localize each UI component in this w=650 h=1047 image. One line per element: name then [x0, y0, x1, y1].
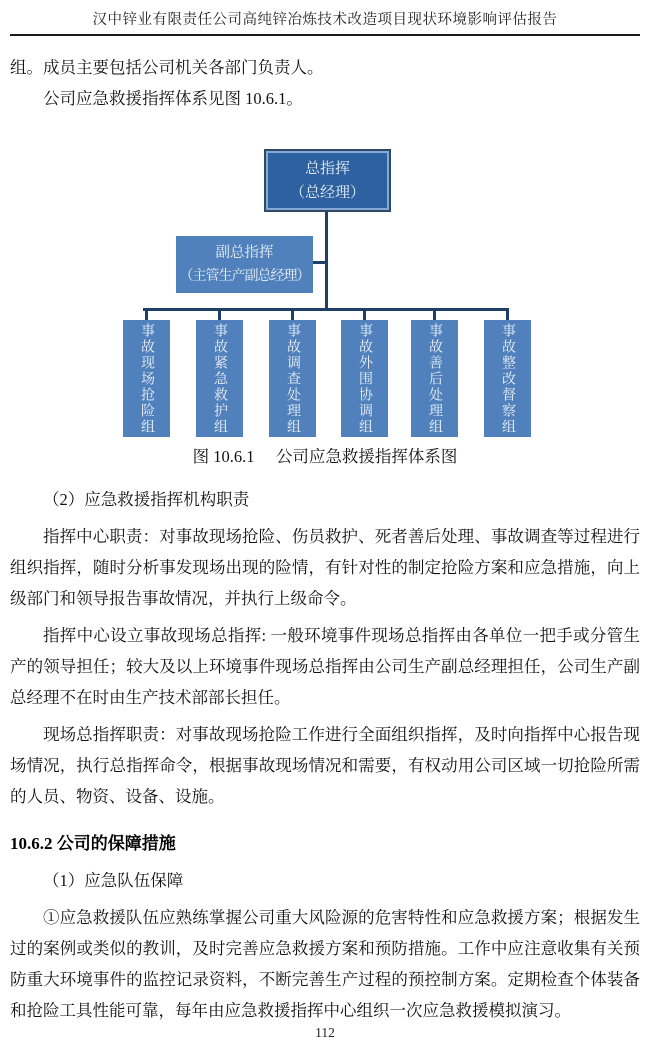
branch-connector-line	[143, 308, 509, 311]
figure-caption-label: 图 10.6.1	[192, 447, 255, 466]
group-box-perimeter-coordination: 事故外围协调组	[341, 320, 388, 437]
group-box-rectification-supervision: 事故整改督察组	[484, 320, 531, 437]
org-chart	[10, 147, 640, 439]
deputy-title: 副总指挥	[215, 244, 274, 261]
page-content	[10, 52, 640, 1026]
page-number: 112	[315, 1025, 335, 1040]
commander-title: 总指挥	[304, 160, 350, 177]
group-box-site-rescue: 事故现场抢险组	[123, 320, 170, 437]
paragraph-figure-ref: 公司应急救援指挥体系见图 10.6.1。	[43, 89, 303, 108]
paragraph-command-center-duty: 指挥中心职责：对事故现场抢险、伤员救护、死者善后处理、事故调查等过程进行组织指挥，随时分析事发现场出现的险情，有针对性的制定抢险方案和应急措施，向上级部门和领导报告事故情况，并执行上级命令。	[10, 527, 640, 608]
paragraph-continuation: 组。成员主要包括公司机关各部门负责人。	[10, 58, 324, 77]
commander-box	[264, 149, 391, 212]
section-heading-1062: 10.6.2 公司的保障措施	[10, 834, 176, 853]
group-box-aftermath: 事故善后处理组	[411, 320, 458, 437]
deputy-role: （主管生产副总经理）	[179, 268, 310, 284]
paragraph-subsection-1: （1）应急队伍保障	[43, 871, 184, 890]
group-box-emergency-aid: 事故紧急救护组	[196, 320, 243, 437]
page-header: 汉中锌业有限责任公司高纯锌冶炼技术改造项目现状环境影响评估报告	[10, 8, 640, 36]
deputy-connector-line	[313, 261, 326, 264]
paragraph-site-commander-setup: 指挥中心设立事故现场总指挥: 一般环境事件现场总指挥由各单位一把手或分管生产的领导担任；较大及以上环境事件现场总指挥由公司生产副总经理担任，公司生产副总经理不在时由生产技术部部长担任。	[10, 626, 640, 707]
figure-caption	[10, 441, 640, 472]
commander-role: （总经理）	[289, 184, 365, 201]
group-box-investigation: 事故调查处理组	[269, 320, 316, 437]
paragraph-team-guarantee: ①应急救援队伍应熟练掌握公司重大风险源的危害特性和应急救援方案；根据发生过的案例或类似的教训，及时完善应急救援方案和预防措施。工作中应注意收集有关预防重大环境事件的监控记录资料，不断完善生产过程的预控制方案。定期检查个体装备和抢险工具性能可靠，每年由应急救援指挥中心组织一次应急救援模拟演习。	[10, 908, 640, 1020]
figure-caption-title: 公司应急救援指挥体系图	[275, 447, 458, 466]
paragraph-site-commander-duty: 现场总指挥职责：对事故现场抢险工作进行全面组织指挥，及时向指挥中心报告现场情况，执行总指挥命令，根据事故现场情况和需要，有权动用公司区域一切抢险所需的人员、物资、设备、设施。	[10, 725, 640, 806]
paragraph-subsection-2: （2）应急救援指挥机构职责	[43, 490, 250, 509]
deputy-commander-box	[176, 236, 313, 293]
